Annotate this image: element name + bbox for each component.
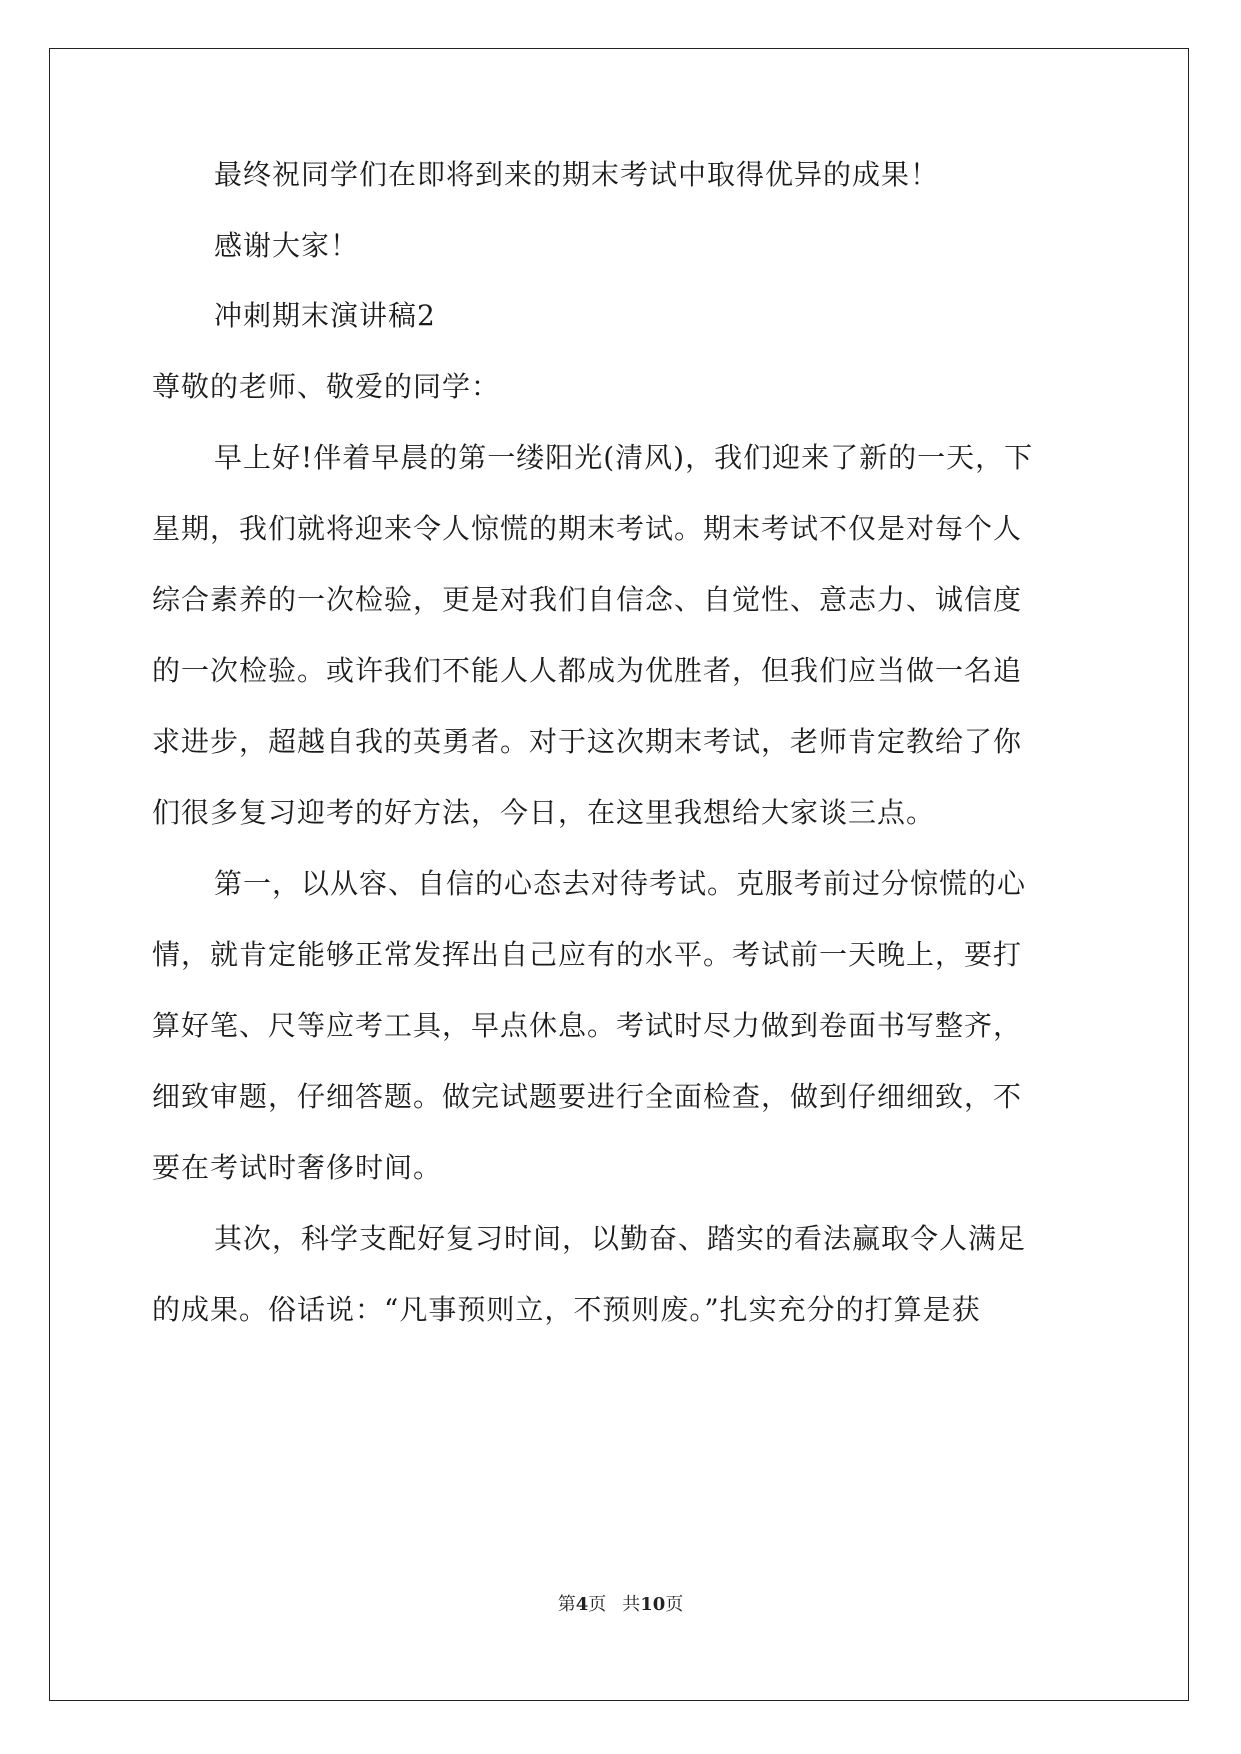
- page-number: 4: [575, 1594, 589, 1615]
- page-prefix: 第: [557, 1594, 576, 1615]
- text-line: 早上好!伴着早晨的第一缕阳光(清风)，我们迎来了新的一天，下: [214, 441, 1034, 474]
- text-line: 感谢大家！: [214, 229, 360, 262]
- total-prefix: 共: [622, 1594, 641, 1615]
- total-pages: 10: [640, 1594, 666, 1615]
- text-line: 细致审题，仔细答题。做完试题要进行全面检查，做到仔细细致，不: [152, 1080, 1023, 1113]
- text-line: 星期，我们就将迎来令人惊慌的期末考试。期末考试不仅是对每个人: [152, 512, 1023, 545]
- text-line: 其次，科学支配好复习时间，以勤奋、踏实的看法赢取令人满足: [214, 1222, 1027, 1255]
- text-line: 第一，以从容、自信的心态去对待考试。克服考前过分惊慌的心: [214, 867, 1027, 900]
- text-line: 的成果。俗话说：“凡事预则立，不预则废。”扎实充分的打算是获: [152, 1293, 981, 1326]
- total-suffix: 页: [665, 1594, 684, 1615]
- salutation: 尊敬的老师、敬爱的同学：: [152, 370, 501, 403]
- text-line: 算好笔、尺等应考工具，早点休息。考试时尽力做到卷面书写整齐，: [152, 1009, 1023, 1042]
- page-suffix: 页: [588, 1594, 607, 1615]
- text-line: 要在考试时奢侈时间。: [152, 1151, 443, 1184]
- section-title: 冲刺期末演讲稿2: [214, 299, 436, 332]
- text-line: 的一次检验。或许我们不能人人都成为优胜者，但我们应当做一名追: [152, 654, 1023, 687]
- text-line: 求进步，超越自我的英勇者。对于这次期末考试，老师肯定教给了你: [152, 725, 1023, 758]
- text-line: 综合素养的一次检验，更是对我们自信念、自觉性、意志力、诚信度: [152, 583, 1023, 616]
- page-footer: [0, 1593, 1241, 1617]
- text-line: 最终祝同学们在即将到来的期末考试中取得优异的成果！: [214, 158, 940, 191]
- text-line: 们很多复习迎考的好方法，今日，在这里我想给大家谈三点。: [152, 796, 936, 829]
- text-line: 情，就肯定能够正常发挥出自己应有的水平。考试前一天晚上，要打: [152, 938, 1023, 971]
